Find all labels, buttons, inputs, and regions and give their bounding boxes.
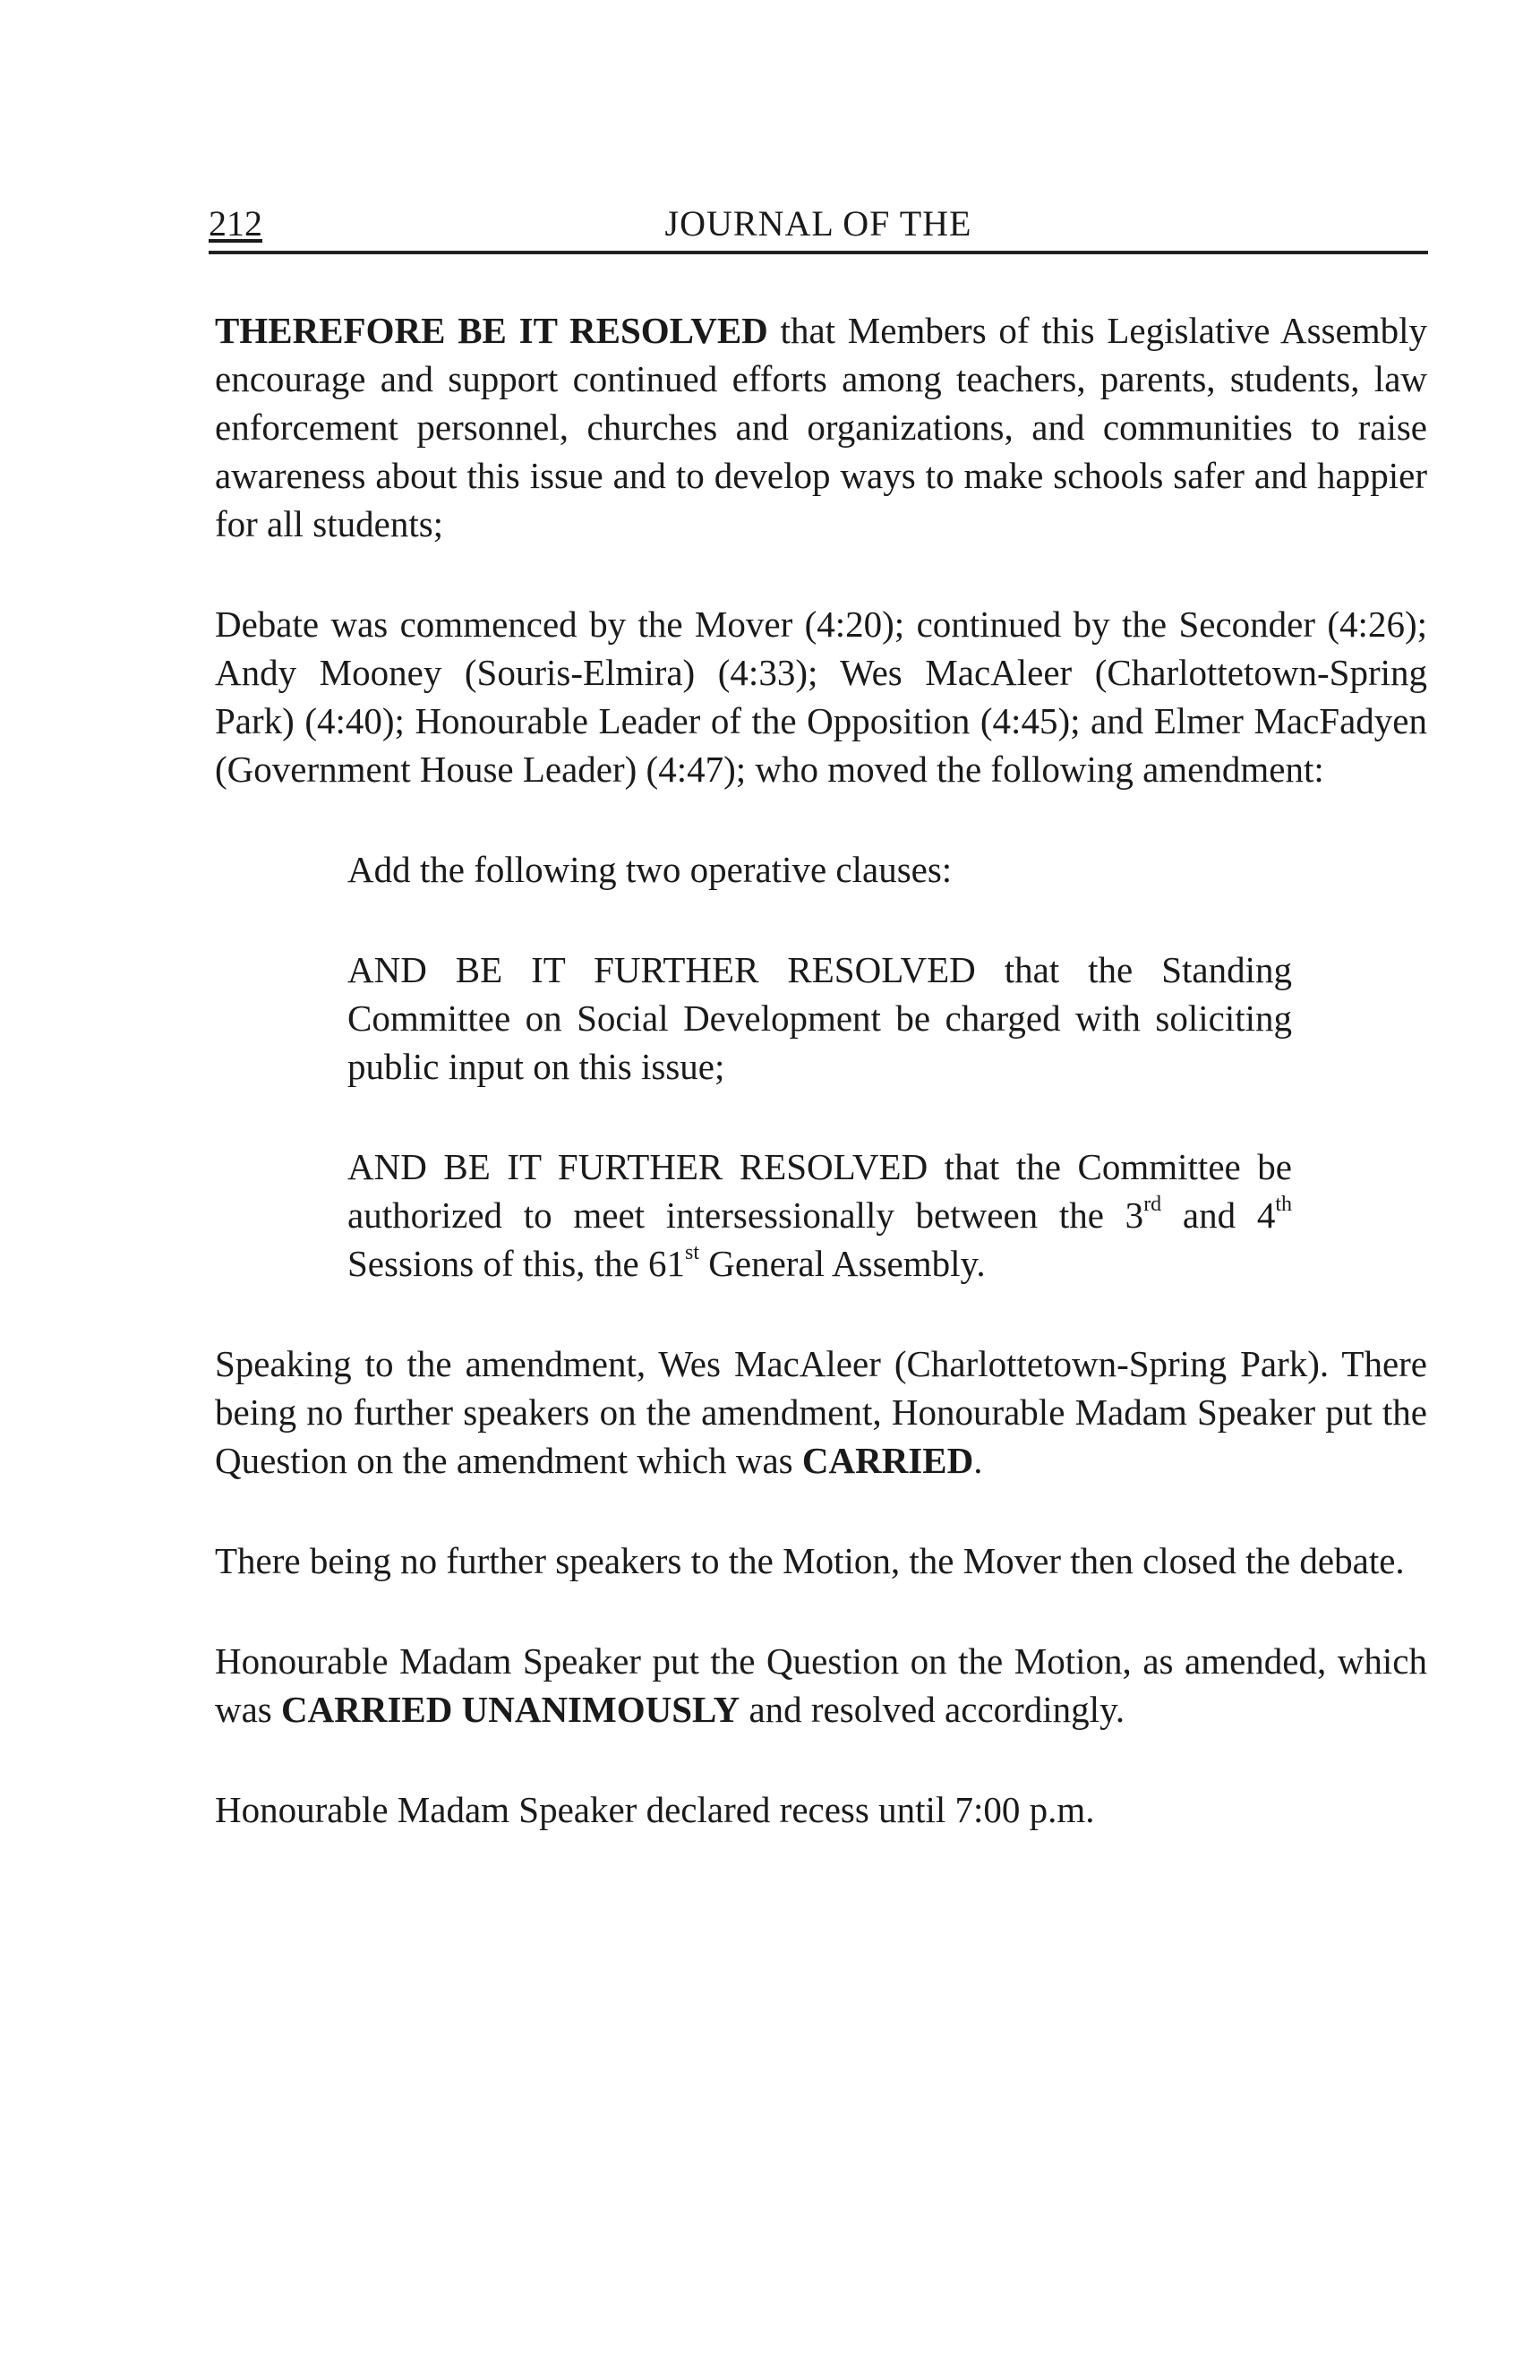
amendment-clause-2: AND BE IT FURTHER RESOLVED that the Committee be authorized to meet intersessionally between the 3rd and 4th Sessions of this, the 61st General Assembly. [347, 1146, 1292, 1284]
motion-result-paragraph: Honourable Madam Speaker put the Question on the Motion, as amended, which was CARRIED UNANIMOUSLY and resolved accordingly. [215, 1640, 1427, 1730]
resolution-paragraph [215, 306, 1427, 548]
document-body [215, 306, 1427, 1834]
amendment-intro: Add the following two operative clauses: [347, 849, 953, 890]
amendment-result-status: CARRIED [801, 1440, 974, 1481]
resolution-lead: THEREFORE BE IT RESOLVED [215, 310, 768, 351]
closing-paragraph: There being no further speakers to the Motion, the Mover then closed the debate. [215, 1540, 1405, 1581]
recess-paragraph: Honourable Madam Speaker declared recess until 7:00 p.m. [215, 1789, 1095, 1830]
amendment-clause-1: AND BE IT FURTHER RESOLVED that the Standing Committee on Social Development be charged with soliciting public input on this issue; [347, 949, 1292, 1087]
debate-paragraph: Debate was commenced by the Mover (4:20); continued by the Seconder (4:26); Andy Mooney (Souris-Elmira) (4:33); Wes MacAleer (Charlottetown-Spring Park) (4:40); Honourable Leader of the Opposition (4:45); and Elmer MacFadyen (Government House Leader) (4:47); who moved the following amendment: [215, 604, 1427, 790]
page-number: 212 [209, 203, 262, 244]
amendment-result-paragraph: Speaking to the amendment, Wes MacAleer (Charlottetown-Spring Park). There being no further speakers on the amendment, Honourable Madam Speaker put the Question on the amendment which was CARRIED. [215, 1343, 1427, 1481]
resolution-text: that Members of this Legislative Assembly encourage and support continued efforts among teachers, parents, students, law enforcement personnel, churches and organizations, and communities to raise awareness about this issue and to develop ways to make schools safer and happier for all students; [215, 310, 1427, 544]
running-title: JOURNAL OF THE [664, 203, 972, 244]
page-header [209, 201, 1428, 254]
motion-result-status: CARRIED UNANIMOUSLY [281, 1689, 740, 1730]
